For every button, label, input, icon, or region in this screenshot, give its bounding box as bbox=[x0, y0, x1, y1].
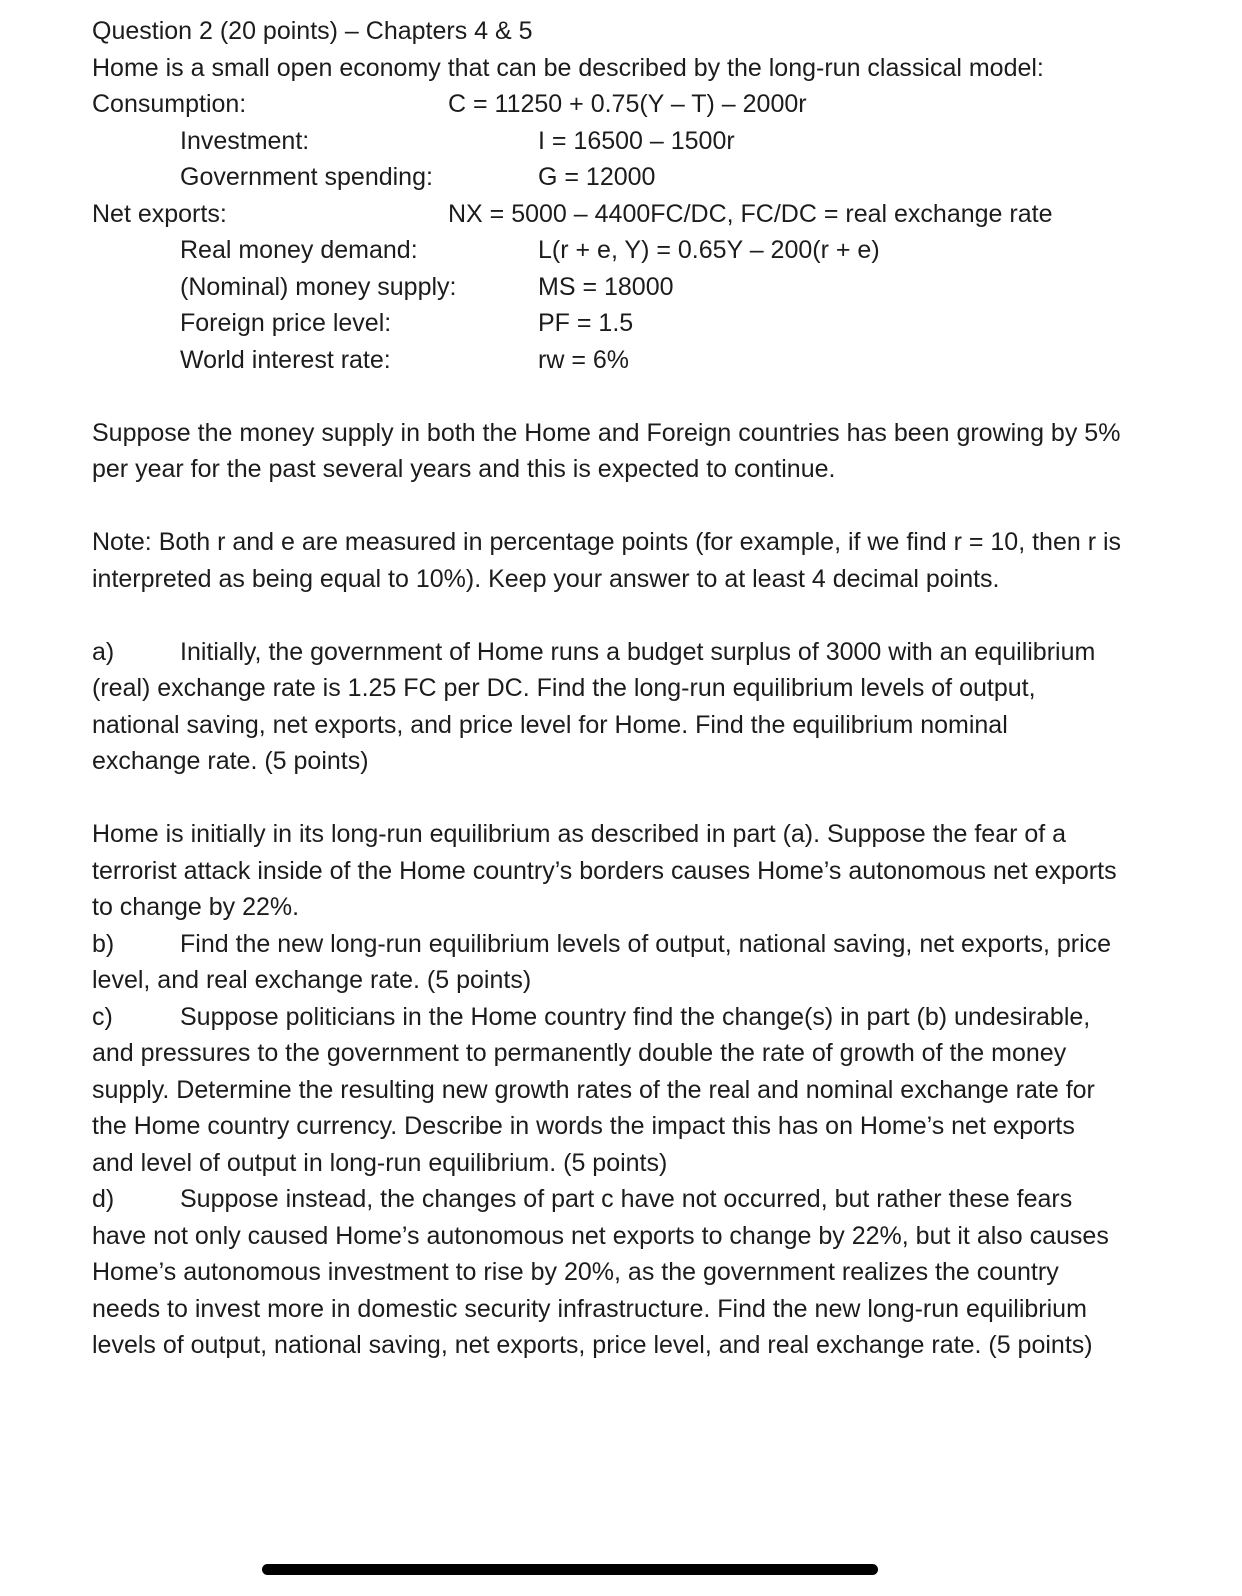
consumption-equation: C = 11250 + 0.75(Y – T) – 2000r bbox=[448, 90, 807, 118]
model-row bbox=[92, 269, 1122, 306]
model-row bbox=[92, 232, 1122, 269]
money-demand-equation: L(r + e, Y) = 0.65Y – 200(r + e) bbox=[538, 236, 880, 264]
scenario-text: Home is initially in its long-run equilibrium as described in part (a). Suppose the fear of a terrorist attack inside of the Home country’s borders causes Home’s autonomous net exports to change by 22%. bbox=[92, 820, 1117, 921]
part-b-label: b) bbox=[92, 929, 115, 958]
foreign-price-label: Foreign price level: bbox=[180, 309, 392, 337]
government-spending-equation: G = 12000 bbox=[538, 163, 656, 191]
part-a-label: a) bbox=[92, 637, 115, 666]
model-row bbox=[92, 305, 1122, 342]
part-b bbox=[92, 926, 1122, 999]
foreign-price-equation: PF = 1.5 bbox=[538, 309, 634, 337]
world-interest-label: World interest rate: bbox=[180, 345, 391, 374]
part-c-label: c) bbox=[92, 1002, 113, 1031]
home-indicator[interactable] bbox=[262, 1564, 878, 1575]
model-equations bbox=[92, 86, 1122, 378]
part-c-text: Suppose politicians in the Home country find the change(s) in part (b) undesirable, and pressures to the government to permanently double the rate of growth of the money supply. Determine the resulting new growth rates of the real and nominal exchange rate for the Home country currency. Describe in words the impact this has on Home’s net exports and level of output in long-run equilibrium. (5 points) bbox=[92, 1002, 1095, 1177]
net-exports-equation: NX = 5000 – 4400FC/DC, FC/DC = real exchange rate bbox=[448, 199, 1053, 228]
net-exports-label: Net exports: bbox=[92, 199, 227, 228]
money-demand-label: Real money demand: bbox=[180, 236, 418, 264]
part-d bbox=[92, 1181, 1122, 1364]
part-b-text: Find the new long-run equilibrium levels of output, national saving, net exports, price level, and real exchange rate. (5 points) bbox=[92, 929, 1112, 994]
money-supply-equation: MS = 18000 bbox=[538, 272, 674, 301]
world-interest-equation: rw = 6% bbox=[538, 345, 630, 374]
note-text: Note: Both r and e are measured in percentage points (for example, if we find r = 10, then r is interpreted as being equal to 10%). Keep your answer to at least 4 decimal points. bbox=[92, 528, 1122, 593]
government-spending-label: Government spending: bbox=[180, 163, 433, 191]
model-row bbox=[92, 196, 1122, 233]
model-row bbox=[92, 123, 1122, 160]
part-a bbox=[92, 634, 1122, 780]
intro-text: Home is a small open economy that can be described by the long-run classical model: bbox=[92, 53, 1044, 82]
money-supply-label: (Nominal) money supply: bbox=[180, 272, 457, 301]
model-row bbox=[92, 342, 1122, 379]
model-row bbox=[92, 159, 1122, 196]
consumption-label: Consumption: bbox=[92, 90, 247, 118]
investment-label: Investment: bbox=[180, 126, 310, 155]
question-title: Question 2 (20 points) – Chapters 4 & 5 bbox=[92, 17, 533, 45]
assumption-text: Suppose the money supply in both the Home and Foreign countries has been growing by 5% per year for the past several years and this is expected to continue. bbox=[92, 418, 1121, 483]
document-body bbox=[92, 13, 1122, 1364]
investment-equation: I = 16500 – 1500r bbox=[538, 126, 735, 155]
part-c bbox=[92, 999, 1122, 1182]
model-row bbox=[92, 86, 1122, 123]
part-a-text: Initially, the government of Home runs a budget surplus of 3000 with an equilibrium (real) exchange rate is 1.25 FC per DC. Find the long-run equilibrium levels of output, national saving, net exports, and price level for Home. Find the equilibrium nominal exchange rate. (5 points) bbox=[92, 637, 1096, 775]
part-d-text: Suppose instead, the changes of part c have not occurred, but rather these fears have not only caused Home’s autonomous net exports to change by 22%, but it also causes Home’s autonomous investment to rise by 20%, as the government realizes the country needs to invest more in domestic security infrastructure. Find the new long-run equilibrium levels of output, national saving, net exports, price level, and real exchange rate. (5 points) bbox=[92, 1185, 1109, 1359]
part-d-label: d) bbox=[92, 1185, 115, 1213]
